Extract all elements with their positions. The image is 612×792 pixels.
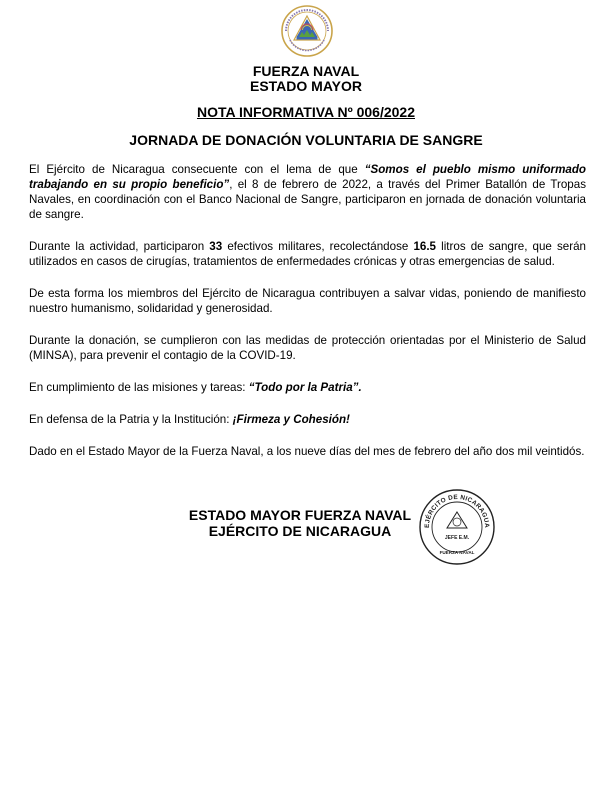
body-text <box>29 162 586 459</box>
paragraph-1 <box>29 162 586 222</box>
motto-quote: “Somos el pueblo mismo uniformado trabajando en su propio beneficio” <box>29 163 586 191</box>
stamp-ring-text: EJÉRCITO DE NICARAGUA <box>423 493 491 529</box>
paragraph-2-text-b: efectivos militares, recolectándose <box>222 240 414 253</box>
paragraph-2-text-a: Durante la actividad, participaron <box>29 240 210 253</box>
header-line-1: FUERZA NAVAL <box>252 63 360 79</box>
paragraph-6 <box>29 412 586 427</box>
paragraph-7: Dado en el Estado Mayor de la Fuerza Naval, a los nueve días del mes de febrero del año dos mil veintidós. <box>29 445 585 458</box>
official-stamp-icon <box>418 488 496 566</box>
paragraph-2 <box>29 239 586 269</box>
stamp-bottom-label: FUERZA NAVAL <box>439 550 475 555</box>
note-title: NOTA INFORMATIVA Nº 006/2022 <box>196 104 415 120</box>
paragraph-5-text: En cumplimiento de las misiones y tareas: <box>29 381 249 394</box>
paragraph-1-text-a: El Ejército de Nicaragua consecuente con el lema de que <box>29 163 365 176</box>
signature-line-2: EJÉRCITO DE NICARAGUA <box>208 523 392 539</box>
header-line-2: ESTADO MAYOR <box>249 78 362 94</box>
participants-count: 33 <box>209 240 223 253</box>
signature-line-1: ESTADO MAYOR FUERZA NAVAL <box>188 507 412 523</box>
firmeza-quote: ¡Firmeza y Cohesión! <box>232 413 350 426</box>
paragraph-3: De esta forma los miembros del Ejército de Nicaragua contribuyen a salvar vidas, poniendo de manifiesto nuestro humanismo, solidaridad y generosidad. <box>29 287 586 315</box>
paragraph-1-text-b: , el 8 de febrero de 2022, a través del Primer Batallón de Tropas Navales, en coordinación con el Banco Nacional de Sangre, participaron en jornada de donación voluntaria de sangre. <box>29 178 586 221</box>
coat-of-arms-icon <box>280 4 334 58</box>
paragraph-2-text-c: litros de sangre, que serán utilizados en casos de cirugías, tratamientos de enfermedades crónicas y otras emergencias de salud. <box>29 240 586 268</box>
signature-block <box>180 507 420 539</box>
paragraph-6-text: En defensa de la Patria y la Institución: <box>29 413 233 426</box>
paragraph-5 <box>29 380 586 395</box>
paragraph-4: Durante la donación, se cumplieron con las medidas de protección orientadas por el Ministerio de Salud (MINSA), para prevenir el contagio de la COVID-19. <box>29 334 586 362</box>
patria-quote: “Todo por la Patria”. <box>248 381 362 394</box>
liters-collected: 16.5 <box>413 240 437 253</box>
stamp-inner-label: JEFE E.M. <box>444 535 470 541</box>
subject-title: JORNADA DE DONACIÓN VOLUNTARIA DE SANGRE <box>129 132 483 148</box>
